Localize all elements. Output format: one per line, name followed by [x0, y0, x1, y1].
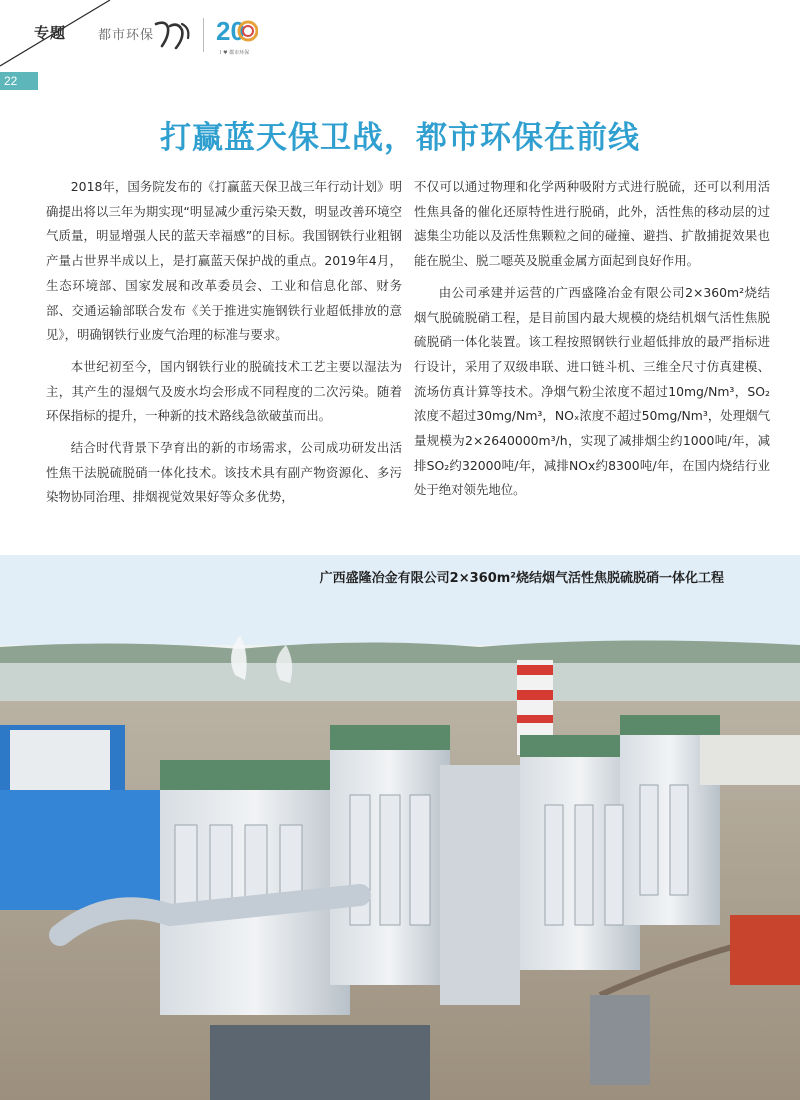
plant-photo: [0, 555, 800, 1100]
paragraph: 不仅可以通过物理和化学两种吸附方式进行脱硫，还可以利用活性焦具备的催化还原特性进行脱硝，此外，活性焦的移动层的过滤集尘功能以及活性焦颗粒之间的碰撞、避挡、扩散捕捉效果也能在脱尘、脱二噁英及脱重金属方面起到良好作用。: [414, 179, 770, 269]
article-right-column: [414, 175, 770, 510]
photo-caption: 广西盛隆冶金有限公司2×360m²烧结烟气活性焦脱硫脱硝一体化工程: [319, 571, 724, 586]
paragraph: 2018年，国务院发布的《打赢蓝天保卫战三年行动计划》明确提出将以三年为期实现“明显减少重污染天数，明显改善环境空气质量，明显增强人民的蓝天幸福感”的目标。我国钢铁行业粗钢产量占世界半成以上，是打赢蓝天保护战的重点。2019年4月，生态环境部、国家发展和改革委员会、工业和信息化部、财务部、交通运输部联合发布《关于推进实施钢铁行业超低排放的意见》，明确钢铁行业废气治理的标准与要求。: [46, 179, 402, 343]
logo-separator: [203, 18, 204, 52]
paragraph: 本世纪初至今，国内钢铁行业的脱硫技术工艺主要以湿法为主，其产生的湿烟气及废水均会形成不同程度的二次污染。随着环保指标的提升，一种新的技术路线急欲破茧而出。: [46, 358, 402, 424]
article-title: 打赢蓝天保卫战，都市环保在前线: [160, 120, 640, 156]
article-left-column: [46, 175, 402, 517]
anniversary-tag: I ♥ 都市环保: [220, 50, 250, 56]
industrial-plant-photo-icon: [0, 555, 800, 1100]
section-label: 专题: [34, 24, 67, 42]
header-divider-lines: [0, 0, 800, 92]
page-header: [0, 0, 800, 92]
paragraph: 由公司承建并运营的广西盛隆冶金有限公司2×360m²烧结烟气脱硫脱硝工程，是目前国内最大规模的烧结机烟气活性焦脱硫脱硝一体化装置。该工程按照钢铁行业超低排放的最严指标进行设计，采用了双级串联、进口链斗机、三维全尺寸仿真建模、流场仿真计算等技术。净烟气粉尘浓度不超过10mg/Nm³，SO₂浓度不超过30mg/Nm³，NOₓ浓度不超过50mg/Nm³，处理烟气量规模为2×2640000m³/h，实现了减排烟尘约1000吨/年，减排SO₂约32000吨/年，减排NOx约8300吨/年，在国内烧结行业处于绝对领先地位。: [414, 284, 770, 498]
magazine-name: 都市环保: [98, 28, 155, 43]
anniversary-logo-icon: [214, 12, 258, 60]
page-number: 22: [0, 72, 38, 90]
magazine-logo-icon: [152, 18, 194, 52]
anniversary-number: 20: [216, 16, 245, 46]
paragraph: 结合时代背景下孕育出的新的市场需求，公司成功研发出活性焦干法脱硫脱硝一体化技术。该技术具有副产物资源化、多污染物协同治理、排烟视觉效果好等众多优势，: [46, 440, 402, 505]
